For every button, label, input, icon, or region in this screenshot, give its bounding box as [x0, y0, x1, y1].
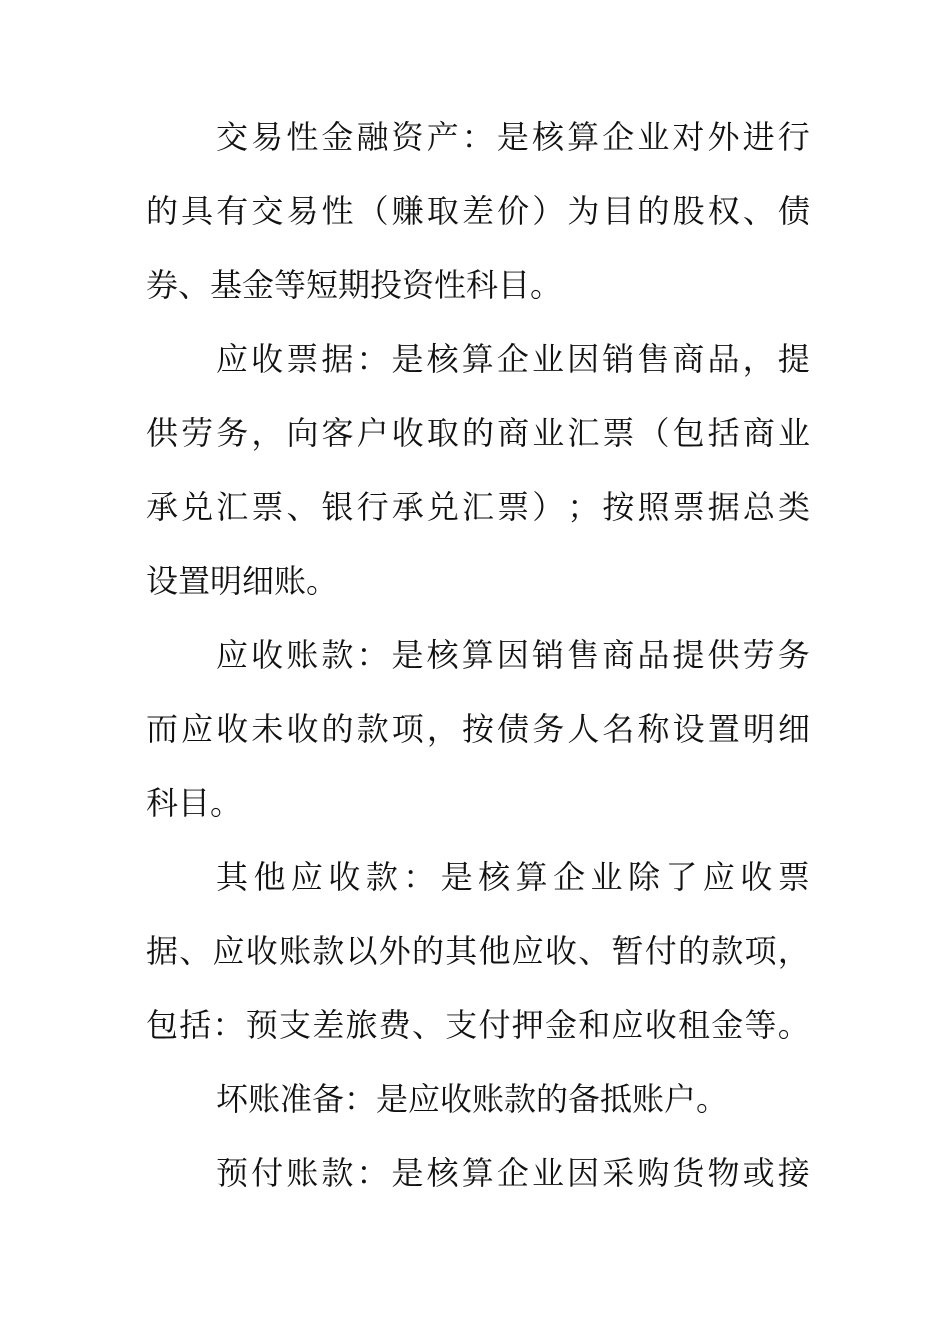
glyph: 包	[672, 414, 705, 452]
glyph: 收	[328, 858, 361, 896]
glyph: 的	[678, 932, 711, 970]
glyph: 、	[742, 192, 775, 230]
glyph: 是	[496, 118, 529, 156]
glyph: 务	[532, 710, 565, 748]
glyph: 算	[515, 858, 548, 896]
glyph: 款	[321, 1154, 354, 1192]
glyph: 兑	[426, 488, 459, 526]
glyph: 预	[245, 1006, 278, 1044]
glyph: 预	[216, 1154, 249, 1192]
glyph: 股	[672, 192, 705, 230]
glyph: ，	[251, 414, 284, 452]
glyph: 收	[245, 932, 278, 970]
glyph: 了	[665, 858, 698, 896]
glyph: 品	[707, 340, 740, 378]
paragraph-line	[146, 692, 810, 766]
glyph: 债	[777, 192, 810, 230]
glyph: 支	[279, 1006, 312, 1044]
glyph: 的	[146, 192, 179, 230]
glyph: 货	[672, 1154, 705, 1192]
glyph: 算	[461, 636, 494, 674]
glyph: 采	[602, 1154, 635, 1192]
glyph: 销	[531, 636, 564, 674]
glyph: ，	[426, 710, 459, 748]
glyph: 户	[356, 414, 389, 452]
glyph: 收	[644, 1006, 677, 1044]
glyph: 。	[777, 1006, 810, 1044]
glyph: 售	[567, 636, 600, 674]
glyph: 销	[602, 340, 635, 378]
glyph: 性	[286, 118, 319, 156]
glyph: 对	[672, 118, 705, 156]
glyph: 设	[672, 710, 705, 748]
glyph: 应	[216, 636, 249, 674]
glyph: 售	[637, 340, 670, 378]
glyph: 权	[707, 192, 740, 230]
glyph: 收	[251, 636, 284, 674]
glyph: （	[637, 414, 670, 452]
glyph: 外	[378, 932, 411, 970]
glyph: 款	[365, 858, 398, 896]
paragraph-line: 券、基金等短期投资性科目。	[146, 266, 563, 304]
glyph: 企	[602, 118, 635, 156]
paragraph-line	[146, 100, 810, 174]
glyph: 或	[742, 1154, 775, 1192]
glyph: 业	[531, 340, 564, 378]
glyph: 收	[740, 858, 773, 896]
glyph: 供	[146, 414, 179, 452]
glyph: 目	[602, 192, 635, 230]
glyph: 算	[461, 340, 494, 378]
glyph: 兑	[181, 488, 214, 526]
glyph: 票	[777, 858, 810, 896]
glyph: 商	[742, 414, 775, 452]
glyph: 金	[545, 1006, 578, 1044]
glyph: 括	[707, 414, 740, 452]
glyph: 付	[644, 932, 677, 970]
glyph: ：	[356, 636, 389, 674]
glyph: 融	[356, 118, 389, 156]
glyph: 行	[356, 488, 389, 526]
glyph: 差	[312, 1006, 345, 1044]
glyph: 务	[216, 414, 249, 452]
glyph: 是	[440, 858, 473, 896]
glyph: 票	[251, 488, 284, 526]
glyph: 票	[672, 488, 705, 526]
glyph: 取	[426, 192, 459, 230]
glyph: 提	[777, 340, 810, 378]
glyph: 旅	[345, 1006, 378, 1044]
glyph: 据	[146, 932, 179, 970]
glyph: 业	[637, 118, 670, 156]
glyph: 支	[445, 1006, 478, 1044]
glyph: 外	[707, 118, 740, 156]
glyph: 是	[391, 1154, 424, 1192]
glyph: 他	[478, 932, 511, 970]
glyph: 核	[426, 1154, 459, 1192]
glyph: 商	[602, 636, 635, 674]
glyph: 括	[179, 1006, 212, 1044]
glyph: 接	[777, 1154, 810, 1192]
paragraph-line	[146, 618, 810, 692]
glyph: 企	[496, 340, 529, 378]
glyph: 是	[391, 340, 424, 378]
glyph: 商	[672, 340, 705, 378]
glyph: 账	[286, 636, 319, 674]
glyph: 品	[637, 636, 670, 674]
glyph: 款	[312, 932, 345, 970]
glyph: 其	[445, 932, 478, 970]
glyph: 、	[179, 932, 212, 970]
glyph: 的	[321, 710, 354, 748]
glyph: ：	[403, 858, 436, 896]
glyph: 赚	[391, 192, 424, 230]
glyph: 汇	[567, 414, 600, 452]
glyph: 未	[251, 710, 284, 748]
glyph: 和	[578, 1006, 611, 1044]
glyph: 等	[744, 1006, 777, 1044]
glyph: 票	[286, 340, 319, 378]
glyph: 因	[496, 636, 529, 674]
glyph: 商	[497, 414, 530, 452]
glyph: 应	[181, 710, 214, 748]
glyph: 包	[146, 1006, 179, 1044]
glyph: 核	[531, 118, 564, 156]
glyph: 人	[567, 710, 600, 748]
glyph: 明	[742, 710, 775, 748]
glyph: 核	[426, 636, 459, 674]
glyph: 收	[391, 414, 424, 452]
paragraph-line	[146, 470, 810, 544]
glyph: 收	[286, 710, 319, 748]
glyph: 应	[702, 858, 735, 896]
glyph: 为	[567, 192, 600, 230]
glyph: 租	[678, 1006, 711, 1044]
paragraph-line: 坏账准备：是应收账款的备抵账户。	[216, 1080, 729, 1118]
glyph: 、	[578, 932, 611, 970]
glyph: 交	[216, 118, 249, 156]
glyph: 业	[531, 1154, 564, 1192]
glyph: 应	[212, 932, 245, 970]
glyph: 差	[461, 192, 494, 230]
glyph: 类	[777, 488, 810, 526]
glyph: 进	[742, 118, 775, 156]
glyph: 细	[777, 710, 810, 748]
glyph: 押	[511, 1006, 544, 1044]
glyph: 的	[412, 932, 445, 970]
glyph: 付	[251, 1154, 284, 1192]
glyph: 应	[216, 340, 249, 378]
glyph: 取	[426, 414, 459, 452]
glyph: 暂	[611, 932, 644, 970]
glyph: 企	[496, 1154, 529, 1192]
glyph: 算	[567, 118, 600, 156]
glyph: 应	[290, 858, 323, 896]
glyph: 金	[321, 118, 354, 156]
glyph: 业	[777, 414, 810, 452]
glyph: 业	[590, 858, 623, 896]
glyph: 供	[707, 636, 740, 674]
glyph: 费	[378, 1006, 411, 1044]
glyph: 承	[391, 488, 424, 526]
paragraph-line	[146, 840, 810, 914]
glyph: 的	[637, 192, 670, 230]
paragraph-line: 科目。	[146, 784, 243, 822]
glyph: 总	[742, 488, 775, 526]
glyph: 债	[497, 710, 530, 748]
glyph: ：	[461, 118, 494, 156]
glyph: 项	[744, 932, 777, 970]
glyph: 向	[286, 414, 319, 452]
glyph: ；	[567, 488, 600, 526]
glyph: 账	[279, 932, 312, 970]
glyph: 汇	[461, 488, 494, 526]
paragraph-line	[146, 914, 810, 988]
glyph: 因	[567, 340, 600, 378]
glyph: 项	[391, 710, 424, 748]
glyph: 据	[321, 340, 354, 378]
glyph: 收	[251, 340, 284, 378]
glyph: 款	[321, 636, 354, 674]
glyph: 性	[321, 192, 354, 230]
glyph: 算	[461, 1154, 494, 1192]
document-body	[146, 100, 810, 1210]
glyph: ，	[742, 340, 775, 378]
glyph: 因	[567, 1154, 600, 1192]
glyph: ：	[356, 1154, 389, 1192]
paragraph-line	[146, 322, 810, 396]
glyph: 业	[532, 414, 565, 452]
glyph: 核	[478, 858, 511, 896]
glyph: 易	[251, 118, 284, 156]
glyph: 其	[216, 858, 249, 896]
glyph: 除	[627, 858, 660, 896]
glyph: 款	[356, 710, 389, 748]
glyph: 易	[286, 192, 319, 230]
glyph: 资	[391, 118, 424, 156]
glyph: 票	[602, 414, 635, 452]
glyph: 有	[216, 192, 249, 230]
glyph: 劳	[742, 636, 775, 674]
paragraph-line	[146, 1136, 810, 1210]
glyph: 以	[345, 932, 378, 970]
paragraph-line	[146, 396, 810, 470]
glyph: 劳	[181, 414, 214, 452]
glyph: 收	[545, 932, 578, 970]
glyph: 付	[478, 1006, 511, 1044]
glyph: 提	[672, 636, 705, 674]
glyph: 客	[321, 414, 354, 452]
glyph: 企	[553, 858, 586, 896]
glyph: 据	[707, 488, 740, 526]
glyph: 交	[251, 192, 284, 230]
glyph: 称	[637, 710, 670, 748]
glyph: 票	[497, 488, 530, 526]
glyph: 收	[216, 710, 249, 748]
glyph: 按	[461, 710, 494, 748]
glyph: ）	[532, 192, 565, 230]
glyph: 购	[637, 1154, 670, 1192]
glyph: 名	[602, 710, 635, 748]
glyph: 而	[146, 710, 179, 748]
glyph: 的	[461, 414, 494, 452]
glyph: 银	[321, 488, 354, 526]
glyph: 按	[602, 488, 635, 526]
glyph: ，	[777, 932, 810, 970]
glyph: 他	[253, 858, 286, 896]
glyph: 核	[426, 340, 459, 378]
glyph: 应	[611, 1006, 644, 1044]
glyph: 价	[497, 192, 530, 230]
glyph: 款	[711, 932, 744, 970]
glyph: 、	[286, 488, 319, 526]
glyph: 是	[391, 636, 424, 674]
glyph: 置	[707, 710, 740, 748]
glyph: ：	[212, 1006, 245, 1044]
glyph: 行	[777, 118, 810, 156]
glyph: ）	[532, 488, 565, 526]
glyph: 账	[286, 1154, 319, 1192]
glyph: 务	[777, 636, 810, 674]
glyph: 金	[711, 1006, 744, 1044]
glyph: 具	[181, 192, 214, 230]
paragraph-line: 设置明细账。	[146, 562, 339, 600]
glyph: 承	[146, 488, 179, 526]
glyph: 汇	[216, 488, 249, 526]
glyph: 应	[511, 932, 544, 970]
paragraph-line	[146, 174, 810, 248]
glyph: 、	[412, 1006, 445, 1044]
glyph: 产	[426, 118, 459, 156]
glyph: ：	[356, 340, 389, 378]
glyph: 照	[637, 488, 670, 526]
glyph: 物	[707, 1154, 740, 1192]
paragraph-line	[146, 988, 810, 1062]
glyph: （	[356, 192, 389, 230]
